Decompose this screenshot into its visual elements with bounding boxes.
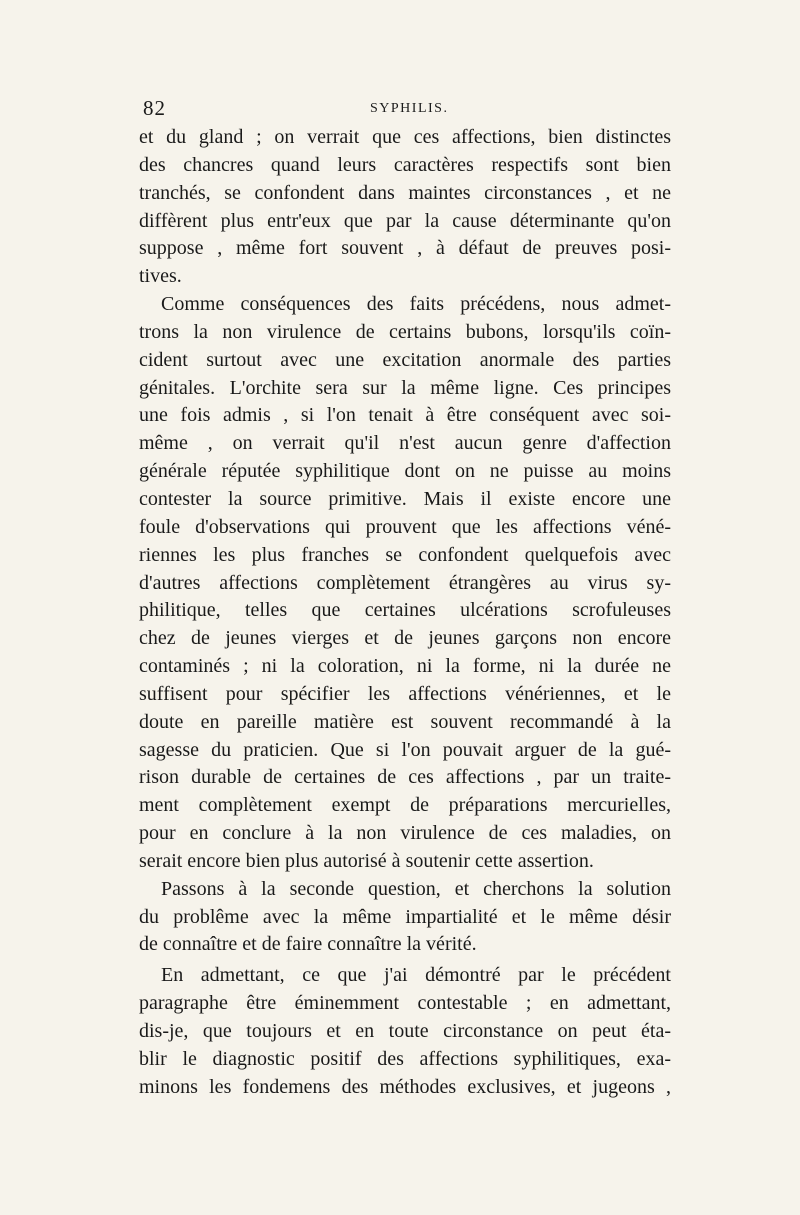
paragraph-1	[139, 124, 671, 291]
text-line: foule d'observations qui prouvent que les affections véné-	[139, 515, 671, 538]
text-line: contaminés ; ni la coloration, ni la forme, ni la durée ne	[139, 655, 671, 678]
text-line: philitique, telles que certaines ulcérations scrofuleuses	[139, 599, 671, 622]
text-line: de connaître et de faire connaître la vérité.	[139, 933, 477, 956]
text-line: serait encore bien plus autorisé à soutenir cette assertion.	[139, 849, 594, 872]
page-number: 82	[143, 96, 166, 120]
text-line: doute en pareille matière est souvent recommandé à la	[139, 710, 671, 733]
text-line: génitales. L'orchite sera sur la même ligne. Ces principes	[139, 376, 671, 399]
text-line: blir le diagnostic positif des affections syphilitiques, exa-	[139, 1047, 671, 1070]
text-line: trons la non virulence de certains bubons, lorsqu'ils coïn-	[139, 320, 671, 343]
text-line: générale réputée syphilitique dont on ne puisse au moins	[139, 460, 671, 483]
text-line: En admettant, ce que j'ai démontré par le précédent	[161, 964, 671, 987]
text-line: rison durable de certaines de ces affections , par un traite-	[139, 766, 671, 789]
text-line: diffèrent plus entr'eux que par la cause déterminante qu'on	[139, 209, 671, 232]
text-line: riennes les plus franches se confondent quelquefois avec	[139, 543, 671, 566]
text-line: Comme conséquences des faits précédens, nous admet-	[161, 293, 671, 316]
text-line: suppose , même fort souvent , à défaut de preuves posi-	[139, 237, 671, 260]
text-line: et du gland ; on verrait que ces affections, bien distinctes	[139, 126, 671, 148]
text-line: tranchés, se confondent dans maintes circonstances , et ne	[139, 181, 671, 204]
text-line: tives.	[139, 265, 182, 288]
text-line: d'autres affections complètement étrangères au virus sy-	[139, 571, 671, 594]
paragraph-2	[139, 291, 671, 876]
running-title: SYPHILIS.	[370, 101, 449, 116]
paragraph-3	[139, 876, 671, 960]
body-text	[139, 124, 671, 1102]
text-line: cident surtout avec une excitation anormale des parties	[139, 348, 671, 371]
text-line: minons les fondemens des méthodes exclusives, et jugeons ,	[139, 1075, 671, 1098]
text-line: paragraphe être éminemment contestable ; en admettant,	[139, 992, 671, 1015]
text-line: Passons à la seconde question, et cherchons la solution	[161, 877, 671, 900]
text-line: ment complètement exempt de préparations mercurielles,	[139, 794, 671, 817]
text-line: contester la source primitive. Mais il existe encore une	[139, 487, 671, 510]
text-line: chez de jeunes vierges et de jeunes garçons non encore	[139, 627, 671, 650]
text-line: dis-je, que toujours et en toute circonstance on peut éta-	[139, 1020, 671, 1042]
text-line: sagesse du praticien. Que si l'on pouvait arguer de la gué-	[139, 738, 671, 761]
text-line: une fois admis , si l'on tenait à être conséquent avec soi-	[139, 404, 671, 427]
paragraph-4	[139, 962, 671, 1101]
text-line: suffisent pour spécifier les affections vénériennes, et le	[139, 682, 671, 705]
text-line: du problême avec la même impartialité et le même désir	[139, 905, 671, 928]
page-header	[143, 96, 673, 124]
text-line: même , on verrait qu'il n'est aucun genre d'affection	[139, 432, 671, 455]
text-line: pour en conclure à la non virulence de ces maladies, on	[139, 822, 671, 845]
text-line: des chancres quand leurs caractères respectifs sont bien	[139, 153, 671, 176]
